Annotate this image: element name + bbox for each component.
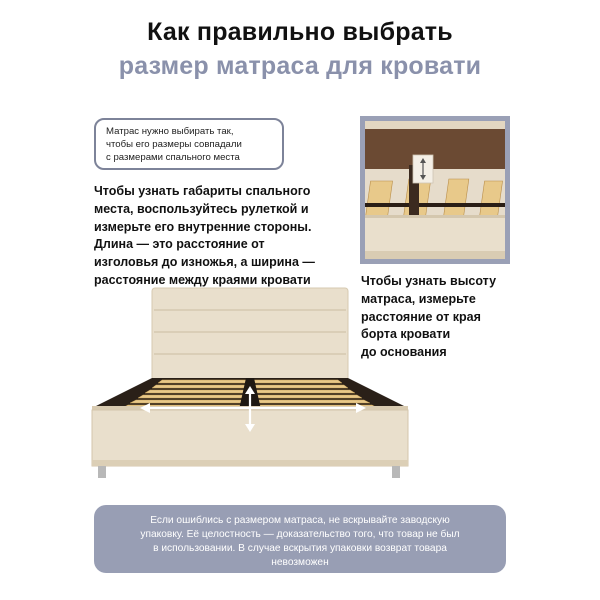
instruction-line: Длина — это расстояние от bbox=[94, 237, 265, 252]
warning-line: в использовании. В случае вскрытия упаковки возврат товара bbox=[153, 543, 447, 555]
note-line: чтобы его размеры совпадали bbox=[106, 138, 242, 150]
page-title: Как правильно выбрать bbox=[147, 18, 453, 46]
warning-box bbox=[94, 505, 506, 573]
note-line: с размерами спального места bbox=[106, 151, 240, 163]
bed-illustration bbox=[80, 280, 420, 490]
warning-line: упаковку. Её целостность — доказательство того, что товар не был bbox=[140, 529, 460, 541]
instruction-line: места, воспользуйтесь рулеткой и bbox=[94, 201, 309, 216]
note-line: Матрас нужно выбирать так, bbox=[106, 126, 234, 137]
bed-drawing bbox=[80, 280, 420, 490]
instruction-line: Чтобы узнать высоту bbox=[361, 274, 497, 288]
instruction-line: расстояние от края bbox=[361, 309, 481, 324]
warning-line: Если ошиблись с размером матраса, не вскрывайте заводскую bbox=[150, 515, 450, 526]
closeup-photo bbox=[365, 121, 505, 259]
instruction-line: борта кровати bbox=[361, 327, 451, 342]
bed-size-instruction bbox=[94, 183, 344, 290]
page-subtitle: размер матраса для кровати bbox=[118, 52, 482, 80]
closeup-photo-frame bbox=[360, 116, 510, 264]
warning-line: невозможен bbox=[271, 557, 329, 569]
note-box bbox=[94, 118, 284, 170]
instruction-line: до основания bbox=[361, 345, 447, 359]
instruction-line: изголовья до изножья, а ширина — bbox=[94, 255, 315, 269]
instruction-line: Чтобы узнать габариты спального bbox=[94, 184, 311, 198]
instruction-line: матраса, измерьте bbox=[361, 291, 476, 306]
instruction-line: расстояние между краями кровати bbox=[94, 272, 311, 287]
instruction-line: измерьте его внутренние стороны. bbox=[94, 219, 312, 234]
closeup-illustration bbox=[365, 121, 505, 259]
